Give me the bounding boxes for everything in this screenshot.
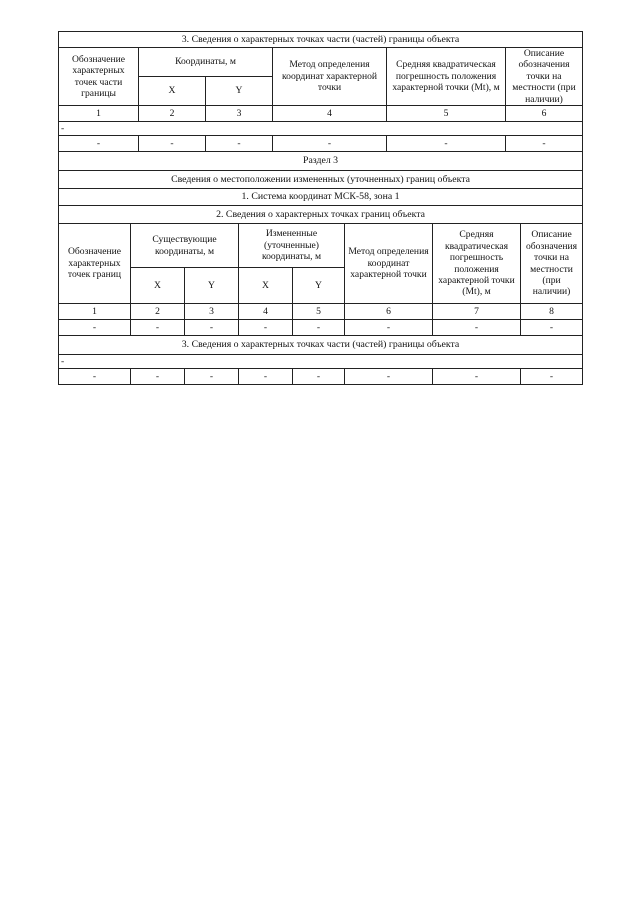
table-cell: - [293,369,345,385]
table-title: 2. Сведения о характерных точках границ объекта [59,206,583,224]
table-cell: - [185,369,239,385]
table-cell: - [131,369,185,385]
column-number: 2 [131,304,185,320]
table-title: 3. Сведения о характерных точках части (частей) границы объекта [59,32,583,48]
table-cell: - [59,136,139,152]
header-changed-x: X [239,268,293,304]
header-method: Метод определения координат характерной точки [273,48,387,106]
table-cell: - [345,369,433,385]
column-number: 8 [521,304,583,320]
column-number: 2 [139,106,206,122]
table-cell: - [139,136,206,152]
header-accuracy: Средняя квадратическая погрешность положения характерной точки (Mt), м [387,48,506,106]
column-number: 3 [206,106,273,122]
header-changed-coordinates: Измененные (уточненные) координаты, м [239,224,345,268]
column-number: 5 [293,304,345,320]
table-cell: - [239,369,293,385]
changed-boundary-table [58,151,583,385]
column-number: 6 [345,304,433,320]
column-number: 1 [59,106,139,122]
table-cell: - [387,136,506,152]
part-label: - [59,122,583,136]
table-cell: - [345,320,433,336]
header-accuracy: Средняя квадратическая погрешность положения характерной точки (Mt), м [433,224,521,304]
table-title: 3. Сведения о характерных точках части (частей) границы объекта [59,336,583,355]
section-title: Сведения о местоположении измененных (уточненных) границ объекта [59,171,583,189]
column-number: 4 [239,304,293,320]
header-y: Y [206,77,273,106]
header-method: Метод определения координат характерной точки [345,224,433,304]
table-cell: - [293,320,345,336]
table-cell: - [506,136,583,152]
header-existing-x: X [131,268,185,304]
part-label: - [59,355,583,369]
header-changed-y: Y [293,268,345,304]
header-description: Описание обозначения точки на местности (при наличии) [506,48,583,106]
header-point-designation: Обозначение характерных точек части границы [59,48,139,106]
header-description: Описание обозначения точки на местности (при наличии) [521,224,583,304]
coordinate-system: 1. Система координат МСК-58, зона 1 [59,189,583,206]
table-cell: - [433,369,521,385]
table-cell: - [521,320,583,336]
header-coordinates: Координаты, м [139,48,273,77]
table-cell: - [521,369,583,385]
column-number: 7 [433,304,521,320]
part-points-table [58,31,583,152]
column-number: 5 [387,106,506,122]
table-cell: - [59,320,131,336]
column-number: 3 [185,304,239,320]
table-cell: - [206,136,273,152]
table-cell: - [239,320,293,336]
column-number: 6 [506,106,583,122]
header-x: X [139,77,206,106]
table-cell: - [273,136,387,152]
table-cell: - [185,320,239,336]
table-cell: - [131,320,185,336]
table-cell: - [59,369,131,385]
header-existing-coordinates: Существующие координаты, м [131,224,239,268]
section-heading: Раздел 3 [59,152,583,171]
column-number: 4 [273,106,387,122]
header-point-designation: Обозначение характерных точек границ [59,224,131,304]
column-number: 1 [59,304,131,320]
table-cell: - [433,320,521,336]
header-existing-y: Y [185,268,239,304]
